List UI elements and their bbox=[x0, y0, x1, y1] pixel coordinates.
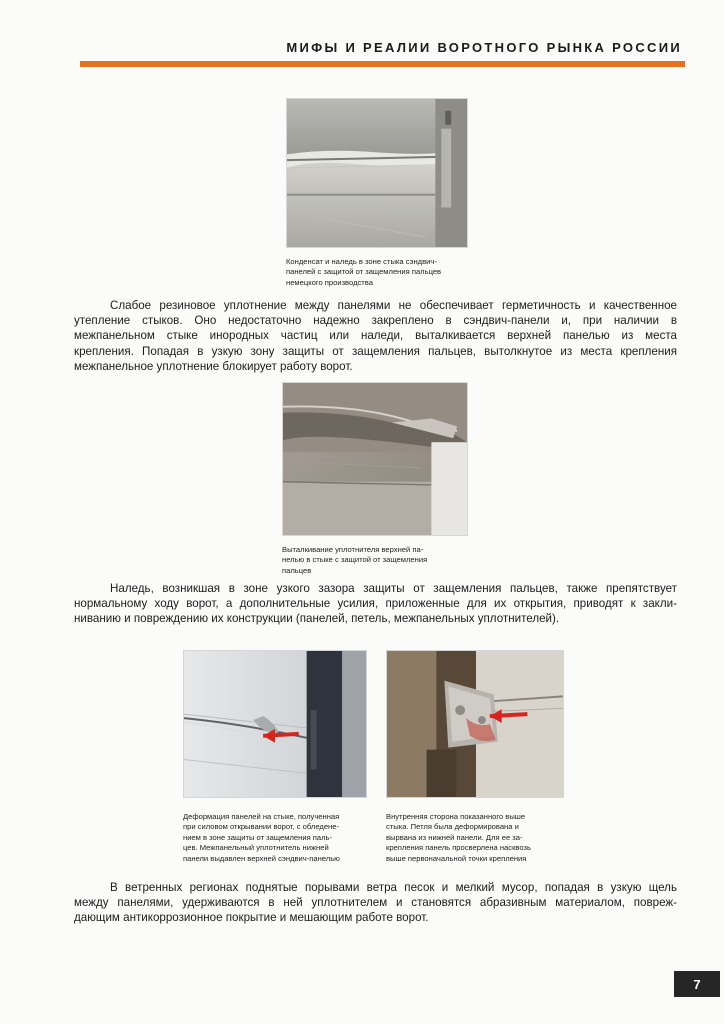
caption-line: цев. Межпанельный уплотнитель нижней bbox=[183, 843, 329, 853]
running-header-title: МИФЫ И РЕАЛИИ ВОРОТНОГО РЫНКА РОССИИ bbox=[286, 40, 682, 55]
caption-line: пальцев bbox=[282, 565, 312, 575]
photo-seal-pushout bbox=[282, 382, 468, 536]
paragraph-line: крепления. Попадая в узкую зону защиты от защемления пальцев, вытолкнутое из места крепления bbox=[74, 344, 677, 358]
body-paragraph bbox=[74, 581, 677, 627]
figure-caption bbox=[286, 257, 441, 288]
caption-line: Конденсат и наледь в зоне стыка сэндвич- bbox=[286, 257, 437, 266]
paragraph-line: утепление стыков. Оно недостаточно надежно закреплено в сэндвич-панели и, при наличии в bbox=[74, 314, 677, 328]
caption-line: Внутренняя сторона показанного выше bbox=[386, 812, 526, 821]
caption-line: нелью в стыке с защитой от защемления bbox=[282, 555, 428, 565]
photo-panel-deformation bbox=[183, 650, 367, 798]
paragraph-line: Наледь, возникшая в зоне узкого зазора защиты от защемления пальцев, также препятствует bbox=[110, 582, 677, 595]
caption-line: панелей с защитой от защемления пальцев bbox=[286, 267, 442, 277]
paragraph-line: межпанельное уплотнение блокирует работу ворот. bbox=[74, 359, 353, 373]
paragraph-line: межпанельном стыке инородных частиц или наледи, выталкивается верхней панелью из места bbox=[74, 329, 677, 343]
caption-line: Деформация панелей на стыке, полученная bbox=[183, 812, 340, 821]
caption-line: выше первоначальной точки крепления bbox=[386, 853, 527, 863]
figure-caption bbox=[282, 545, 427, 576]
figure-caption bbox=[386, 812, 531, 864]
caption-line: при силовом открывании ворот, с обледене- bbox=[183, 822, 339, 832]
body-paragraph bbox=[74, 880, 677, 926]
caption-line: панели выдавлен верхней сэндвич-панелью bbox=[183, 853, 340, 863]
caption-line: нием в зоне защиты от защемления паль- bbox=[183, 832, 333, 842]
paragraph-line: ниванию и повреждению их конструкции (панелей, петель, межпанельных уплотнителей). bbox=[74, 612, 560, 626]
photo-condensate-joint bbox=[286, 98, 468, 248]
body-paragraph bbox=[74, 298, 677, 374]
caption-line: крепления панель просверлена насквозь bbox=[386, 843, 531, 853]
caption-line: немецкого производства bbox=[286, 277, 373, 287]
paragraph-line: В ветренных регионах поднятые порывами ветра песок и мелкий мусор, попадая в узкую щель bbox=[110, 881, 677, 894]
red-arrow-icon bbox=[184, 651, 366, 797]
paragraph-line: нормальному ходу ворот, а дополнительные усилия, приложенные для их открытия, приводят к закли- bbox=[74, 597, 677, 611]
figure-caption bbox=[183, 812, 340, 864]
paragraph-line: между панелями, удерживаются в ней уплотнителем и становятся абразивным материалом, повреж- bbox=[74, 896, 677, 910]
header-orange-rule bbox=[80, 61, 685, 67]
page-number: 7 bbox=[674, 971, 720, 997]
red-arrow-icon bbox=[387, 651, 563, 797]
paragraph-line: Слабое резиновое уплотнение между панелями не обеспечивает герметичность и качественное bbox=[110, 299, 677, 312]
caption-line: вырвана из нижней панели. Для ее за- bbox=[386, 832, 523, 842]
caption-line: Выталкивание уплотнителя верхней па- bbox=[282, 545, 424, 554]
paragraph-line: дающим антикоррозионное покрытие и мешающим работе ворот. bbox=[74, 911, 429, 925]
caption-line: стыка. Петля была деформирована и bbox=[386, 822, 519, 832]
photo-hinge-inside bbox=[386, 650, 564, 798]
